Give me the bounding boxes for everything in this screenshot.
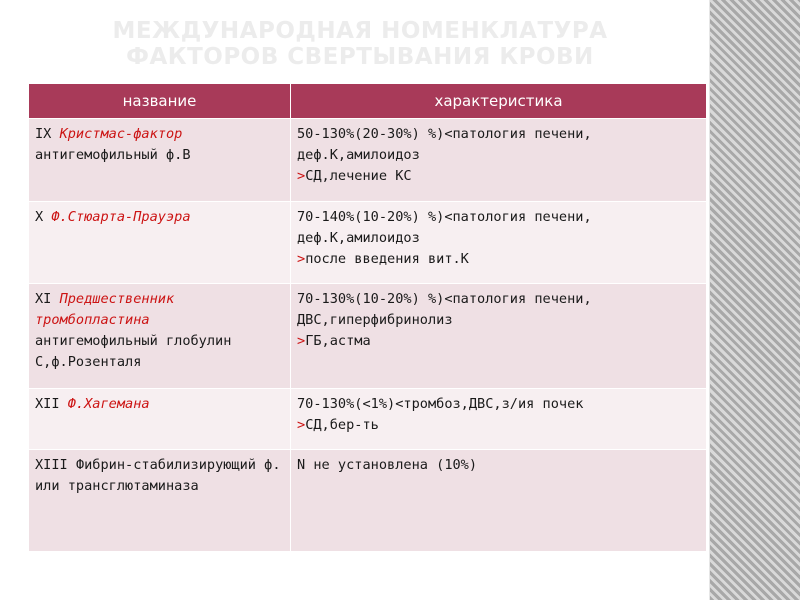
stripe-edge — [709, 0, 710, 600]
table-row — [29, 202, 707, 284]
factor-number: IX — [35, 126, 52, 142]
char-line: после введения вит.К — [305, 251, 469, 267]
factor-number: XII — [35, 396, 60, 412]
factor-table — [28, 83, 707, 552]
factor-name-text: антигемофильный ф.В — [35, 147, 191, 163]
factor-name-cell — [29, 450, 291, 552]
factor-name-highlight: Кристмас-фактор — [59, 126, 183, 142]
char-line: 70-140%(10-20%) %)<патология печени, — [297, 209, 592, 225]
factor-number: XIII — [35, 457, 68, 473]
factor-characteristic-cell — [291, 284, 707, 389]
char-line: 70-130%(10-20%) %)<патология печени, — [297, 291, 592, 307]
table-row — [29, 119, 707, 202]
char-line: ГБ,астма — [305, 333, 371, 349]
char-line: N не установлена (10%) — [297, 457, 478, 473]
table-header-row — [29, 84, 707, 119]
factor-number: X — [35, 209, 44, 225]
table-row — [29, 450, 707, 552]
header-characteristic: характеристика — [291, 84, 707, 119]
factor-name-cell — [29, 202, 291, 284]
factor-name-highlight: Ф.Стюарта-Прауэра — [51, 209, 191, 225]
factor-characteristic-cell — [291, 119, 707, 202]
factor-characteristic-cell — [291, 389, 707, 450]
table-row — [29, 284, 707, 389]
char-line: СД,лечение КС — [305, 168, 412, 184]
char-marker: > — [297, 168, 306, 184]
char-line: деф.К,амилоидоз — [297, 147, 420, 163]
factor-name-cell — [29, 119, 291, 202]
header-name: название — [29, 84, 291, 119]
factor-name-highlight: Ф.Хагемана — [67, 396, 150, 412]
factor-name-cell — [29, 389, 291, 450]
char-line: 50-130%(20-30%) %)<патология печени, — [297, 126, 592, 142]
char-marker: > — [297, 417, 306, 433]
char-marker: > — [297, 251, 306, 267]
table-row — [29, 389, 707, 450]
factor-characteristic-cell — [291, 450, 707, 552]
factor-name-text: Фибрин-стабилизирующий ф. или трансглютаминаза — [35, 457, 281, 494]
char-line: ДВС,гиперфибринолиз — [297, 312, 453, 328]
char-line: СД,бер-ть — [305, 417, 379, 433]
factor-name-text: антигемофильный глобулин С,ф.Розенталя — [35, 333, 232, 370]
char-line: деф.К,амилоидоз — [297, 230, 420, 246]
char-marker: > — [297, 333, 306, 349]
char-line: 70-130%(<1%)<тромбоз,ДВС,з/ия почек — [297, 396, 584, 412]
decorative-stripe — [710, 0, 800, 600]
slide-title: МЕЖДУНАРОДНАЯ НОМЕНКЛАТУРА ФАКТОРОВ СВЕРТЫВАНИЯ КРОВИ — [112, 18, 608, 70]
factor-name-cell — [29, 284, 291, 389]
factor-characteristic-cell — [291, 202, 707, 284]
factor-number: XI — [35, 291, 52, 307]
factor-name-highlight: Предшественник тромбопластина — [35, 291, 175, 328]
